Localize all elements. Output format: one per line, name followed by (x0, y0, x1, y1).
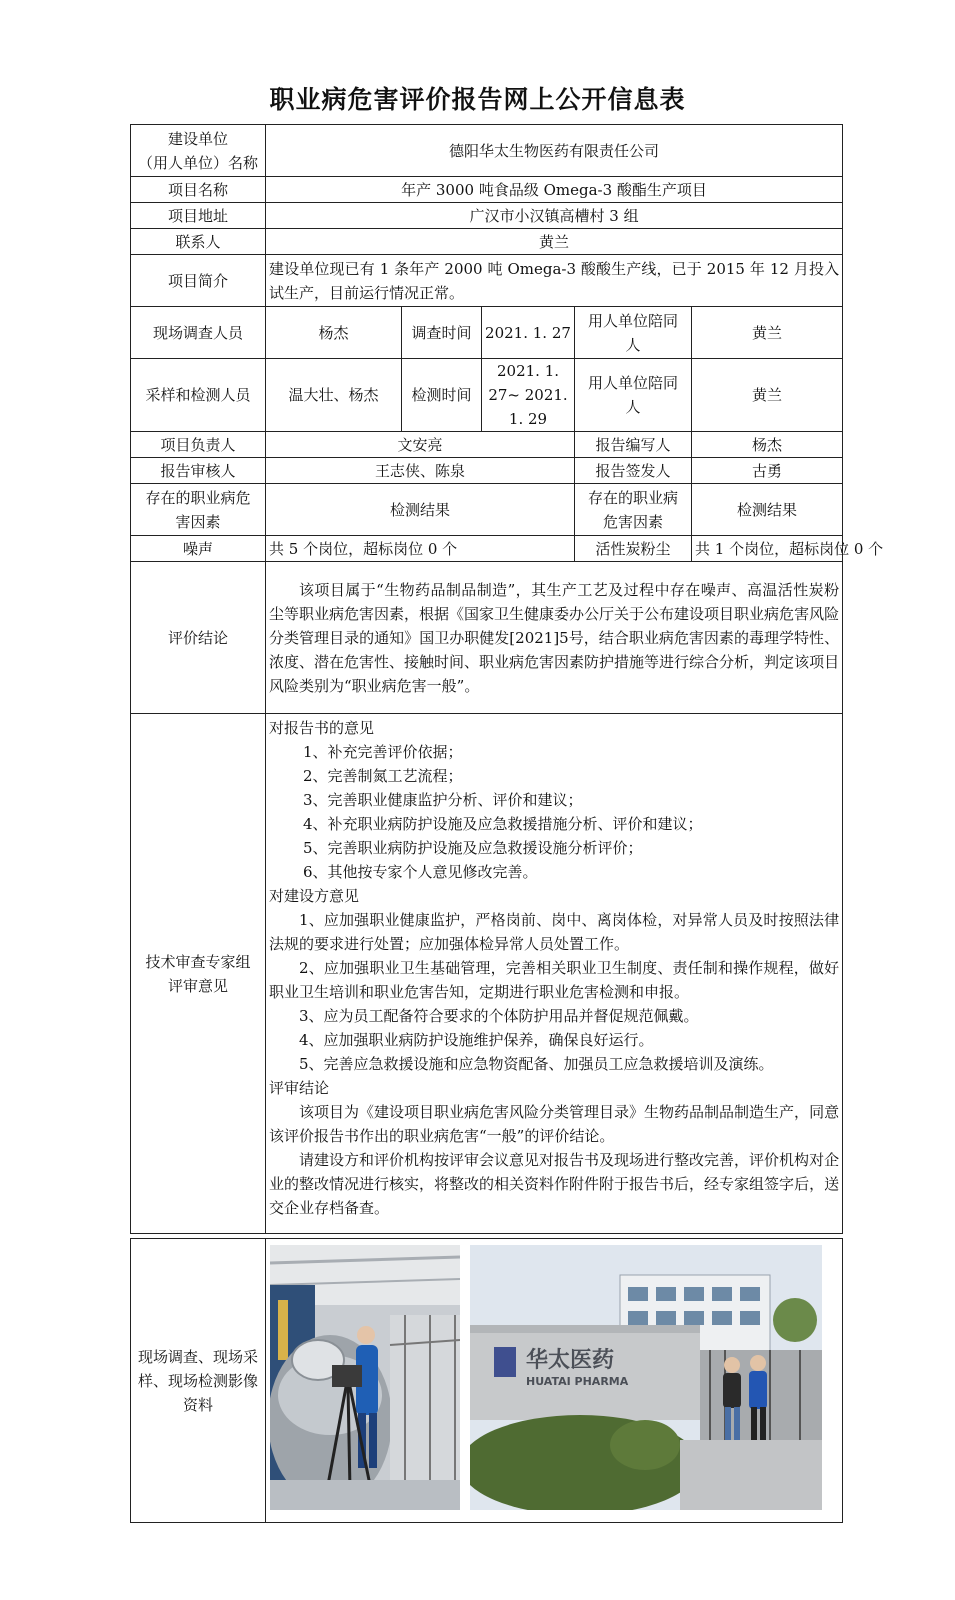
list-item: 2、完善制氮工艺流程； (303, 767, 463, 785)
report-opinion-heading: 对报告书的意见 (269, 719, 375, 737)
report-issuer-label: 报告签发人 (575, 458, 692, 484)
builder-opinion-heading: 对建设方意见 (269, 887, 360, 905)
hazard-result: 共 5 个岗位，超标岗位 0 个 (266, 536, 575, 562)
company-gate-image (470, 1245, 822, 1510)
test-escort: 黄兰 (692, 359, 843, 432)
project-intro-label: 项目简介 (131, 255, 266, 307)
hazard-factor: 噪声 (131, 536, 266, 562)
project-intro: 建设单位现已有 1 条年产 2000 吨 Omega-3 酸酸生产线，已于 2015 年 12 月投入试生产，目前运行情况正常。 (266, 255, 843, 307)
conclusion-text: 该项目属于“生物药品制品制造”，其生产工艺及过程中存在噪声、高温活性炭粉尘等职业病危害因素，根据《国家卫生健康委办公厅关于公布建设项目职业病危害风险分类管理目录的通知》国卫办职健发[2021]5号，结合职业病危害因素的毒理学特性、浓度、潜在危害性、接触时间、职业病危害因素防护措施等进行综合分析，判定该项目风险类别为“职业病危害一般”。 (269, 580, 840, 695)
hazard-result: 共 1 个岗位，超标岗位 0 个 (692, 536, 843, 562)
contact: 黄兰 (266, 229, 843, 255)
photos-label: 现场调查、现场采样、现场检测影像资料 (131, 1239, 266, 1523)
sampling-photo (270, 1245, 460, 1510)
logo-cn-text: 华太医药 (526, 1348, 615, 1373)
test-result-label-2: 检测结果 (692, 484, 843, 536)
list-item: 3、应为员工配备符合要求的个体防护用品并督促规范佩戴。 (299, 1007, 699, 1025)
list-item: 1、应加强职业健康监护，严格岗前、岗中、离岗体检，对异常人员及时按照法律法规的要求进行处置；应加强体检异常人员处置工作。 (269, 911, 840, 953)
info-table (130, 124, 884, 1234)
report-reviewer: 王志侠、陈泉 (266, 458, 575, 484)
survey-staff: 杨杰 (266, 307, 402, 359)
sampling-staff: 温大壮、杨杰 (266, 359, 402, 432)
sampling-staff-label: 采样和检测人员 (131, 359, 266, 432)
gate-photo (470, 1245, 822, 1510)
expert-opinion (266, 714, 843, 1234)
list-item: 4、应加强职业病防护设施维护保养，确保良好运行。 (299, 1031, 654, 1049)
conclusion (266, 562, 843, 714)
project-leader-label: 项目负责人 (131, 432, 266, 458)
sampling-scene-image (270, 1245, 460, 1510)
hazard-factor-label: 存在的职业病危害因素 (131, 484, 266, 536)
report-reviewer-label: 报告审核人 (131, 458, 266, 484)
list-item: 1、补充完善评价依据； (303, 743, 463, 761)
hazard-factor-label-2: 存在的职业病危害因素 (575, 484, 692, 536)
page-title: 职业病危害评价报告网上公开信息表 (269, 85, 686, 114)
report-writer: 杨杰 (692, 432, 843, 458)
project-leader: 文安亮 (266, 432, 575, 458)
project-address: 广汉市小汉镇高槽村 3 组 (266, 203, 843, 229)
list-item: 6、其他按专家个人意见修改完善。 (303, 863, 538, 881)
survey-escort: 黄兰 (692, 307, 843, 359)
survey-escort-label: 用人单位陪同人 (575, 307, 692, 359)
hazard-factor: 活性炭粉尘 (575, 536, 692, 562)
test-time-label: 检测时间 (402, 359, 482, 432)
survey-time: 2021. 1. 27 (482, 307, 575, 359)
list-item: 4、补充职业病防护设施及应急救援措施分析、评价和建议； (303, 815, 703, 833)
project-address-label: 项目地址 (131, 203, 266, 229)
list-item: 5、完善应急救援设施和应急物资配备、加强员工应急救援培训及演练。 (299, 1055, 774, 1073)
report-issuer: 古勇 (692, 458, 843, 484)
conclusion-label: 评价结论 (131, 562, 266, 714)
logo-en-text: HUATAI PHARMA (526, 1375, 629, 1388)
review-heading: 评审结论 (269, 1079, 330, 1097)
project-name-label: 项目名称 (131, 177, 266, 203)
test-time: 2021. 1. 27~ 2021. 1. 29 (482, 359, 575, 432)
unit-name: 德阳华太生物医药有限责任公司 (266, 125, 843, 177)
unit-label: 建设单位 （用人单位）名称 (131, 125, 266, 177)
list-item: 3、完善职业健康监护分析、评价和建议； (303, 791, 583, 809)
expert-opinion-label: 技术审查专家组评审意见 (131, 714, 266, 1234)
review-paragraph: 请建设方和评价机构按评审会议意见对报告书及现场进行整改完善，评价机构对企业的整改情况进行核实，将整改的相关资料作附件附于报告书后，经专家组签字后，送交企业存档备查。 (269, 1151, 840, 1217)
test-result-label: 检测结果 (266, 484, 575, 536)
test-escort-label: 用人单位陪同人 (575, 359, 692, 432)
report-writer-label: 报告编写人 (575, 432, 692, 458)
review-paragraph: 该项目为《建设项目职业病危害风险分类管理目录》生物药品制品制造生产，同意该评价报告书作出的职业病危害“一般”的评价结论。 (269, 1103, 840, 1145)
survey-time-label: 调查时间 (402, 307, 482, 359)
contact-label: 联系人 (131, 229, 266, 255)
list-item: 2、应加强职业卫生基础管理，完善相关职业卫生制度、责任制和操作规程，做好职业卫生培训和职业危害告知，定期进行职业危害检测和申报。 (269, 959, 840, 1001)
project-name: 年产 3000 吨食品级 Omega-3 酸酯生产项目 (266, 177, 843, 203)
survey-staff-label: 现场调查人员 (131, 307, 266, 359)
list-item: 5、完善职业病防护设施及应急救援设施分析评价； (303, 839, 643, 857)
